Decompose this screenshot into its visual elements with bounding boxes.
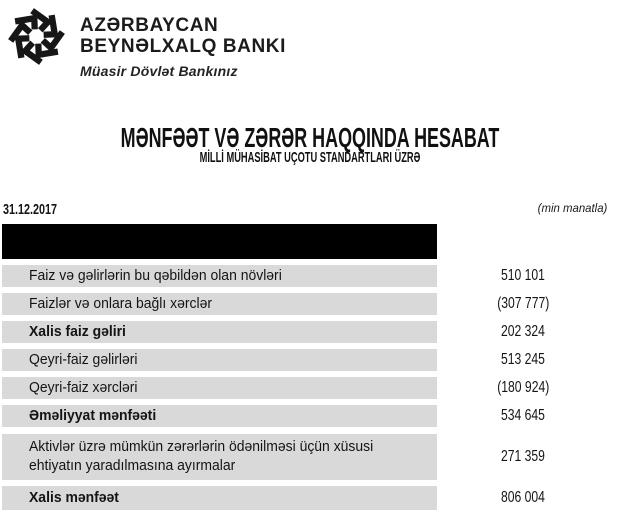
row-label-cell xyxy=(2,434,437,480)
table-row xyxy=(2,486,620,510)
bank-name-line1: AZƏRBAYCAN xyxy=(80,15,219,36)
row-label-cell xyxy=(2,377,437,399)
row-label: Xalis mənfəət xyxy=(29,488,119,506)
report-subtitle: MİLLİ MÜHASİBAT UÇOTU STANDARTLARI ÜZRƏ xyxy=(199,149,421,166)
table-row xyxy=(2,265,620,287)
row-label: Xalis faiz gəliri xyxy=(29,322,126,340)
table-row xyxy=(2,434,620,480)
unit-note: (min manatla) xyxy=(537,201,607,215)
row-value-cell xyxy=(437,434,609,480)
table-row xyxy=(2,321,620,343)
row-label: Faizlər və onlara bağlı xərclər xyxy=(29,294,212,312)
row-label: Faiz və gəlirlərin bu qəbildən olan növləri xyxy=(29,266,282,284)
row-label-cell xyxy=(2,405,437,427)
row-value-cell xyxy=(437,405,609,427)
table-row xyxy=(2,349,620,371)
row-label-cell xyxy=(2,265,437,287)
row-label: Aktivlər üzrə mümkün zərərlərin ödənilməsi üçün xüsusi ehtiyatın yaradılmasına ayırmalar xyxy=(29,438,374,474)
row-value: 534 645 xyxy=(501,407,545,424)
row-label-cell xyxy=(2,321,437,343)
row-value: (180 924) xyxy=(496,379,550,396)
row-label: Qeyri-faiz xərcləri xyxy=(29,378,138,396)
report-title: MƏNFƏƏT VƏ ZƏRƏR HAQQINDA HESABAT xyxy=(120,122,500,153)
statement-table xyxy=(2,259,620,510)
row-value-cell xyxy=(437,321,609,343)
row-label: Əməliyyat mənfəəti xyxy=(29,406,157,424)
bank-name-line2: BEYNƏLXALQ BANKI xyxy=(80,36,287,57)
row-value-cell xyxy=(437,486,609,510)
table-row xyxy=(2,377,620,399)
row-value: 806 004 xyxy=(501,489,545,506)
row-value: 510 101 xyxy=(501,267,545,284)
row-value: (307 777) xyxy=(496,295,550,312)
row-label-cell xyxy=(2,349,437,371)
bank-tagline: Müasir Dövlət Bankınız xyxy=(80,63,238,79)
row-value-cell xyxy=(437,377,609,399)
row-value: 513 245 xyxy=(501,351,545,368)
row-value: 202 324 xyxy=(501,323,545,340)
row-value: 271 359 xyxy=(501,448,545,465)
bank-brand-block xyxy=(80,15,286,79)
table-header-bar xyxy=(2,224,437,259)
row-value-cell xyxy=(437,349,609,371)
bank-interlaced-star-logo-icon xyxy=(5,5,68,68)
row-value-cell xyxy=(437,265,609,287)
row-value-cell xyxy=(437,293,609,315)
report-date: 31.12.2017 xyxy=(3,201,58,218)
table-row xyxy=(2,293,620,315)
table-row xyxy=(2,405,620,427)
row-label: Qeyri-faiz gəlirləri xyxy=(29,350,138,368)
row-label-cell xyxy=(2,293,437,315)
row-label-cell xyxy=(2,486,437,510)
